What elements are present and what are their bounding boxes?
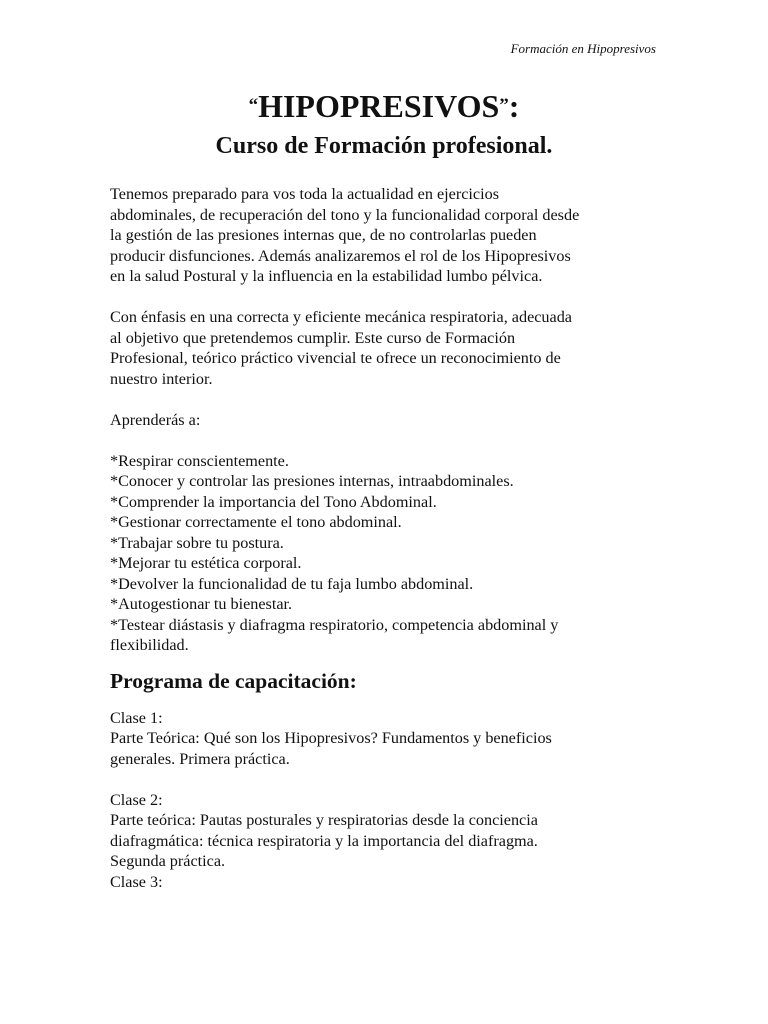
list-item: *Autogestionar tu bienestar. <box>110 595 293 613</box>
document-subtitle: Curso de Formación profesional. <box>215 133 553 159</box>
class-line: Segunda práctica. <box>110 852 226 870</box>
title-open-quote: “ <box>248 95 259 116</box>
class-label: Clase 1: <box>110 708 163 727</box>
paragraph-gap <box>110 287 670 308</box>
title-close-quote: ” <box>499 95 509 116</box>
list-item: *Gestionar correctamente el tono abdominal. <box>110 513 402 531</box>
paragraph-line: producir disfunciones. Además analizaremos el rol de los Hipopresivos <box>110 246 571 265</box>
paragraph-line: la gestión de las presiones internas que, de no controlarlas pueden <box>110 226 537 244</box>
paragraph-line: nuestro interior. <box>110 369 213 388</box>
list-item: *Respirar conscientemente. <box>110 451 289 470</box>
list-item: *Conocer y controlar las presiones internas, intraabdominales. <box>110 472 514 490</box>
paragraph-gap <box>110 430 670 451</box>
class-label: Clase 2: <box>110 790 163 809</box>
list-item: *Mejorar tu estética corporal. <box>110 554 302 572</box>
paragraph-gap <box>110 389 670 410</box>
class-line: Parte Teórica: Qué son los Hipopresivos? Fundamentos y beneficios <box>110 729 552 747</box>
intro-paragraph-1 <box>110 184 670 287</box>
list-item: flexibilidad. <box>110 636 189 654</box>
list-item: *Testear diástasis y diafragma respiratorio, competencia abdominal y <box>110 615 559 634</box>
program-heading: Programa de capacitación: <box>110 668 357 693</box>
title-main: HIPOPRESIVOS <box>258 88 500 124</box>
list-item: *Comprender la importancia del Tono Abdominal. <box>110 492 437 511</box>
paragraph-gap <box>110 769 670 790</box>
class-line: diafragmática: técnica respiratoria y la importancia del diafragma. <box>110 831 538 850</box>
paragraph-line: en la salud Postural y la influencia en la estabilidad lumbo pélvica. <box>110 267 543 285</box>
intro-paragraph-2 <box>110 307 670 389</box>
document-body <box>110 184 670 892</box>
paragraph-line: Tenemos preparado para vos toda la actualidad en ejercicios <box>110 185 499 203</box>
document-title <box>0 86 768 126</box>
class-line: Parte teórica: Pautas posturales y respiratorias desde la conciencia <box>110 811 538 829</box>
running-header: Formación en Hipopresivos <box>510 41 656 56</box>
class-label: Clase 3: <box>110 872 163 891</box>
learn-list <box>110 451 670 656</box>
paragraph-line: abdominales, de recuperación del tono y la funcionalidad corporal desde <box>110 205 580 224</box>
paragraph-line: Con énfasis en una correcta y eficiente mecánica respiratoria, adecuada <box>110 308 572 326</box>
list-item: *Trabajar sobre tu postura. <box>110 533 284 552</box>
paragraph-line: Profesional, teórico práctico vivencial te ofrece un reconocimiento de <box>110 349 561 367</box>
class-line: generales. Primera práctica. <box>110 749 290 768</box>
paragraph-line: al objetivo que pretendemos cumplir. Este curso de Formación <box>110 328 516 347</box>
title-colon: : <box>508 88 520 124</box>
class-3 <box>110 872 670 893</box>
list-item: *Devolver la funcionalidad de tu faja lumbo abdominal. <box>110 574 474 593</box>
class-1 <box>110 708 670 770</box>
learn-heading: Aprenderás a: <box>110 410 201 429</box>
class-2 <box>110 790 670 872</box>
